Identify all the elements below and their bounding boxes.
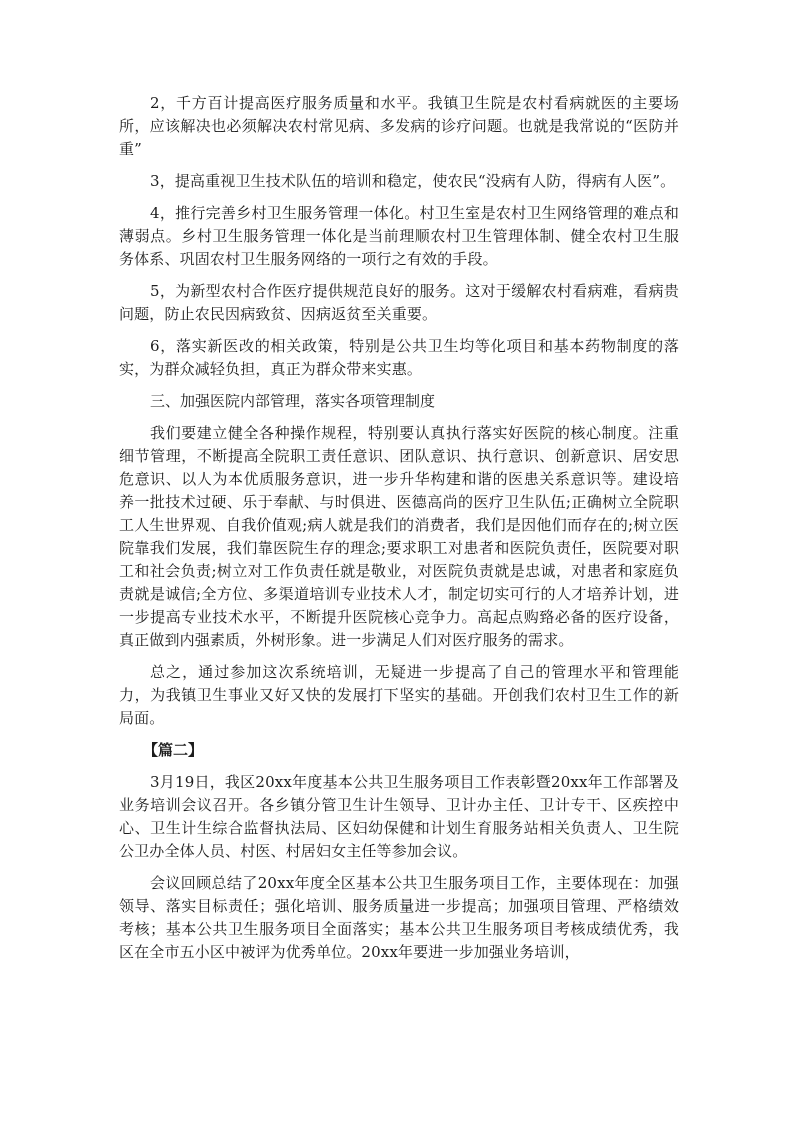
conclusion-paragraph: 总之，通过参加这次系统培训，无疑进一步提高了自己的管理水平和管理能力，为我镇卫生事业又好又快的发展打下坚实的基础。开创我们农村卫生工作的新局面。 <box>119 663 679 727</box>
section-tag: 【篇二】 <box>143 741 204 759</box>
document-body <box>119 92 679 973</box>
numbered-paragraph-3: 3，提高重视卫生技术队伍的培训和稳定，使农民“没病有人防，得病有人医”。 <box>150 172 676 190</box>
numbered-paragraph-5: 5，为新型农村合作医疗提供规范良好的服务。这对于缓解农村看病难，看病贵问题，防止农民因病致贫、因病返贫至关重要。 <box>119 282 679 323</box>
review-paragraph: 会议回顾总结了20xx年度全区基本公共卫生服务项目工作，主要体现在：加强领导、落实目标责任；强化培训、服务质量进一步提高；加强项目管理、严格绩效考核；基本公共卫生服务项目全面落实；基本公共卫生服务项目考核成绩优秀，我区在全市五小区中被评为优秀单位。20xx年要进一步加强业务培训， <box>119 874 679 961</box>
numbered-paragraph-2: 2，千方百计提高医疗服务质量和水平。我镇卫生院是农村看病就医的主要场所，应该解决也必须解决农村常见病、多发病的诊疗问题。也就是我常说的“医防并重” <box>119 94 679 158</box>
numbered-paragraph-6: 6，落实新医改的相关政策，特别是公共卫生均等化项目和基本药物制度的落实，为群众减轻负担，真正为群众带来实惠。 <box>119 337 679 378</box>
meeting-paragraph: 3月19日，我区20xx年度基本公共卫生服务项目工作表彰暨20xx年工作部署及业务培训会议召开。各乡镇分管卫生计生领导、卫计办主任、卫计专干、区疾控中心、卫生计生综合监督执法局、区妇幼保健和计划生育服务站相关负责人、卫生院公卫办全体人员、村医、村居妇女主任等参加会议。 <box>119 773 679 860</box>
body-paragraph: 我们要建立健全各种操作规程，特别要认真执行落实好医院的核心制度。注重细节管理，不断提高全院职工责任意识、团队意识、执行意识、创新意识、居安思危意识、以人为本优质服务意识，进一步升华构建和谐的医患关系意识等。建设培养一批技术过硬、乐于奉献、与时俱进、医德高尚的医疗卫生队伍;正确树立全院职工人生世界观、自我价值观;病人就是我们的消费者，我们是因他们而存在的;树立医院靠我们发展，我们靠医院生存的理念;要求职工对患者和医院负责任，医院要对职工和社会负责;树立对工作负责任就是敬业，对医院负责就是忠诚，对患者和家庭负责就是诚信;全方位、多渠道培训专业技术人才，制定切实可行的人才培养计划，进一步提高专业技术水平，不断提升医院核心竞争力。高起点购臵必备的医疗设备，真正做到内强素质，外树形象。进一步满足人们对医疗服务的需求。 <box>119 424 679 649</box>
numbered-paragraph-4: 4，推行完善乡村卫生服务管理一体化。村卫生室是农村卫生网络管理的难点和薄弱点。乡村卫生服务管理一体化是当前理顺农村卫生管理体制、健全农村卫生服务体系、巩固农村卫生服务网络的一项行之有效的手段。 <box>119 204 679 268</box>
section-heading: 三、加强医院内部管理，落实各项管理制度 <box>150 392 436 410</box>
